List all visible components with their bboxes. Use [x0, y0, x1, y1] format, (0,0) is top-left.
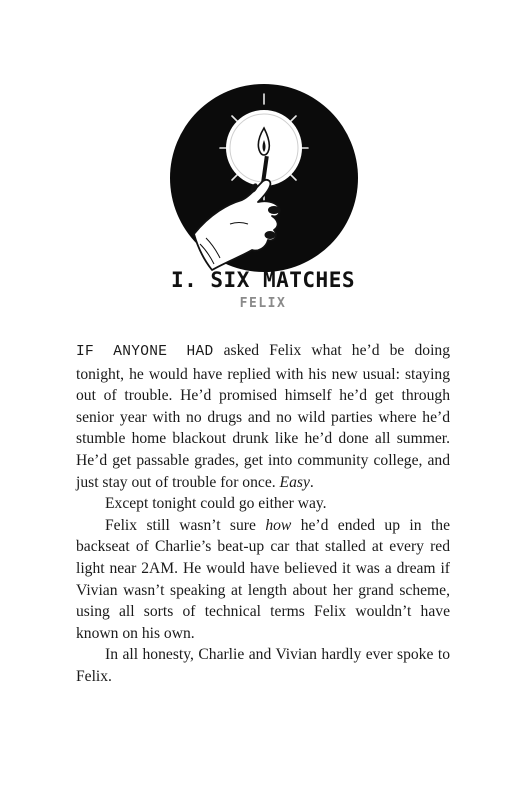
hand-holding-lit-match-icon — [170, 84, 358, 272]
paragraph-1 — [76, 340, 450, 493]
chapter-subtitle: FELIX — [239, 296, 287, 311]
emphasis-text: Easy — [279, 473, 310, 491]
paragraph-4: In all honesty, Charlie and Vivian hardly ever spoke to Felix. — [76, 646, 450, 685]
paragraph-2: Except tonight could go either way. — [105, 495, 327, 513]
chapter-title: I. SIX MATCHES — [170, 268, 355, 292]
paragraph-tail: . — [309, 473, 314, 491]
chapter-body — [76, 340, 450, 688]
paragraph-text: Felix still wasn’t sure — [105, 516, 266, 534]
paragraph-text: he’d ended up in the backseat of Charlie’s beat-up car that stalled at every red light near 2AM. He would have believed it was a dream if Vivian wasn’t speaking at length about her grand scheme, using all sorts of technical terms Felix wouldn’t have known on his own. — [76, 516, 450, 642]
paragraph-3 — [76, 515, 450, 645]
emphasis-text: how — [265, 516, 292, 534]
paragraph-text: asked Felix what he’d be doing tonight, he would have replied with his new usual: staying out of trouble. He’d promised himself he’d get through senior year with no drugs and no wild parties where he’d stumble home blackout drunk like he’d done all summer. He’d get passable grades, get into community college, and just stay out of trouble for once. — [76, 342, 450, 491]
lead-in-text: IF ANYONE HAD — [76, 344, 214, 360]
